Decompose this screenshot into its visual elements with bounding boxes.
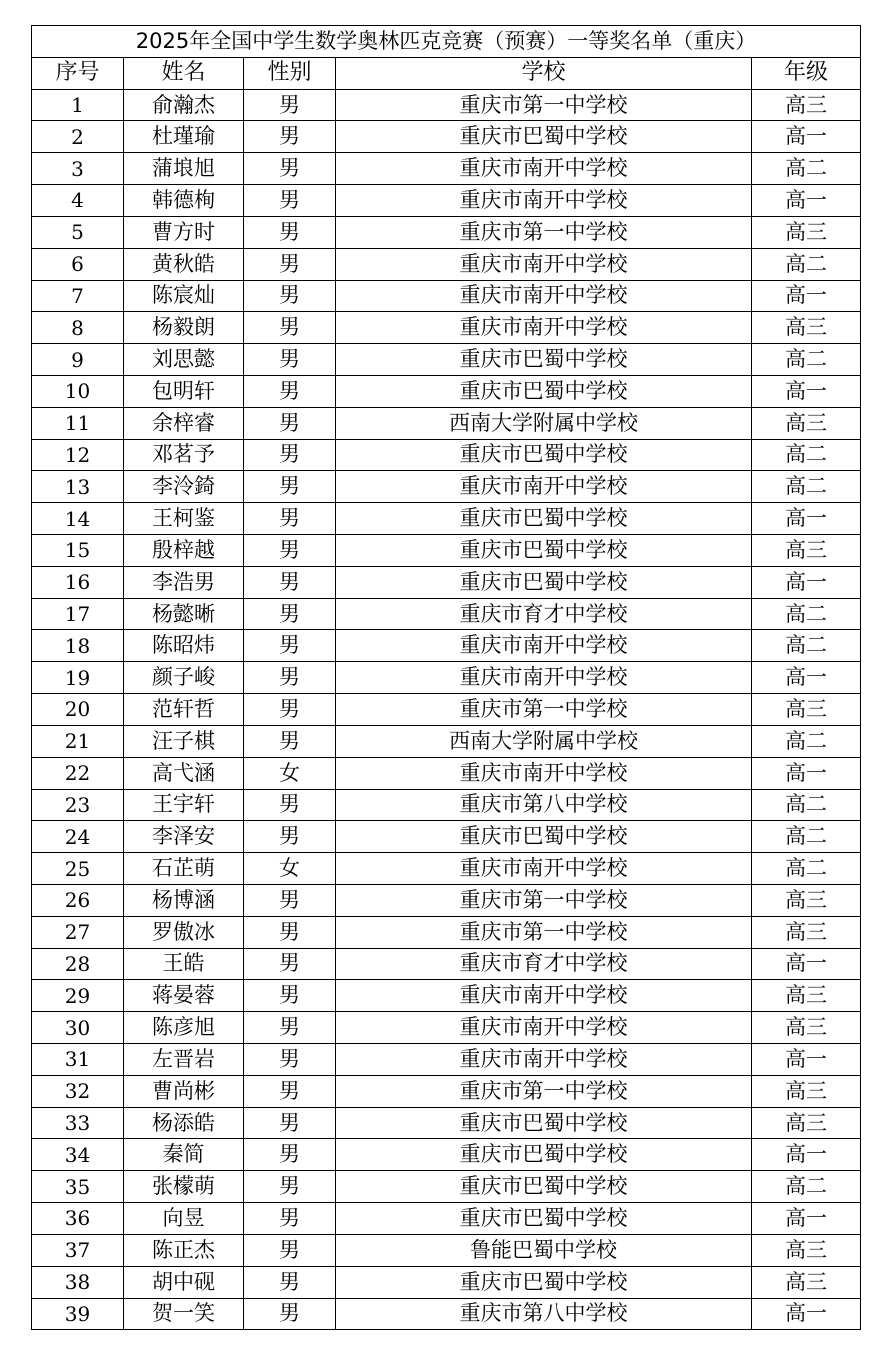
gender-cell: 男 (244, 280, 336, 312)
index-cell: 6 (32, 248, 124, 280)
name-cell: 杨懿晰 (124, 598, 244, 630)
school-cell: 重庆市南开中学校 (336, 853, 752, 885)
table-row (32, 1203, 861, 1235)
grade-cell: 高二 (752, 439, 861, 471)
gender-cell: 男 (244, 1298, 336, 1330)
table-row (32, 407, 861, 439)
gender-cell: 男 (244, 884, 336, 916)
name-cell: 胡中砚 (124, 1266, 244, 1298)
school-cell: 重庆市巴蜀中学校 (336, 535, 752, 567)
table-row (32, 853, 861, 885)
index-cell: 9 (32, 344, 124, 376)
index-cell: 8 (32, 312, 124, 344)
header-index: 序号 (32, 57, 124, 89)
school-cell: 重庆市第一中学校 (336, 694, 752, 726)
table-row (32, 916, 861, 948)
name-cell: 蒲埌旭 (124, 153, 244, 185)
grade-cell: 高二 (752, 630, 861, 662)
gender-cell: 男 (244, 948, 336, 980)
table-row (32, 725, 861, 757)
name-cell: 陈宸灿 (124, 280, 244, 312)
name-cell: 罗傲冰 (124, 916, 244, 948)
index-cell: 5 (32, 216, 124, 248)
index-cell: 3 (32, 153, 124, 185)
name-cell: 王宇轩 (124, 789, 244, 821)
name-cell: 石芷萌 (124, 853, 244, 885)
school-cell: 重庆市第一中学校 (336, 1075, 752, 1107)
gender-cell: 男 (244, 503, 336, 535)
table-row (32, 153, 861, 185)
school-cell: 重庆市巴蜀中学校 (336, 503, 752, 535)
name-cell: 颜子峻 (124, 662, 244, 694)
index-cell: 38 (32, 1266, 124, 1298)
gender-cell: 男 (244, 185, 336, 217)
table-row (32, 789, 861, 821)
index-cell: 22 (32, 757, 124, 789)
table-row (32, 1234, 861, 1266)
gender-cell: 男 (244, 89, 336, 121)
name-cell: 左晋岩 (124, 1044, 244, 1076)
school-cell: 重庆市南开中学校 (336, 662, 752, 694)
table-row (32, 471, 861, 503)
name-cell: 李泠錡 (124, 471, 244, 503)
school-cell: 重庆市巴蜀中学校 (336, 1139, 752, 1171)
school-cell: 重庆市巴蜀中学校 (336, 821, 752, 853)
school-cell: 西南大学附属中学校 (336, 725, 752, 757)
index-cell: 13 (32, 471, 124, 503)
school-cell: 重庆市南开中学校 (336, 1044, 752, 1076)
grade-cell: 高三 (752, 1234, 861, 1266)
school-cell: 重庆市巴蜀中学校 (336, 344, 752, 376)
grade-cell: 高二 (752, 153, 861, 185)
name-cell: 包明轩 (124, 375, 244, 407)
name-cell: 陈正杰 (124, 1234, 244, 1266)
grade-cell: 高二 (752, 789, 861, 821)
gender-cell: 男 (244, 1107, 336, 1139)
name-cell: 张檬萌 (124, 1171, 244, 1203)
index-cell: 39 (32, 1298, 124, 1330)
index-cell: 17 (32, 598, 124, 630)
school-cell: 重庆市南开中学校 (336, 630, 752, 662)
header-gender: 性别 (244, 57, 336, 89)
table-row (32, 121, 861, 153)
name-cell: 王皓 (124, 948, 244, 980)
grade-cell: 高一 (752, 375, 861, 407)
school-cell: 重庆市南开中学校 (336, 153, 752, 185)
table-row (32, 1075, 861, 1107)
index-cell: 12 (32, 439, 124, 471)
school-cell: 重庆市巴蜀中学校 (336, 1107, 752, 1139)
table-row (32, 1139, 861, 1171)
school-cell: 重庆市育才中学校 (336, 948, 752, 980)
gender-cell: 男 (244, 375, 336, 407)
name-cell: 向昱 (124, 1203, 244, 1235)
index-cell: 28 (32, 948, 124, 980)
name-cell: 杨添皓 (124, 1107, 244, 1139)
gender-cell: 男 (244, 662, 336, 694)
grade-cell: 高二 (752, 725, 861, 757)
table-row (32, 980, 861, 1012)
index-cell: 20 (32, 694, 124, 726)
index-cell: 11 (32, 407, 124, 439)
gender-cell: 男 (244, 216, 336, 248)
index-cell: 30 (32, 1012, 124, 1044)
index-cell: 34 (32, 1139, 124, 1171)
table-row (32, 1266, 861, 1298)
table-row (32, 1171, 861, 1203)
name-cell: 汪子棋 (124, 725, 244, 757)
name-cell: 杨毅朗 (124, 312, 244, 344)
gender-cell: 男 (244, 725, 336, 757)
grade-cell: 高二 (752, 248, 861, 280)
school-cell: 重庆市第八中学校 (336, 789, 752, 821)
name-cell: 蒋晏蓉 (124, 980, 244, 1012)
grade-cell: 高一 (752, 1298, 861, 1330)
index-cell: 29 (32, 980, 124, 1012)
gender-cell: 男 (244, 439, 336, 471)
gender-cell: 男 (244, 535, 336, 567)
school-cell: 重庆市巴蜀中学校 (336, 1171, 752, 1203)
name-cell: 王柯鉴 (124, 503, 244, 535)
grade-cell: 高二 (752, 853, 861, 885)
header-row (32, 57, 861, 89)
grade-cell: 高三 (752, 312, 861, 344)
school-cell: 重庆市育才中学校 (336, 598, 752, 630)
grade-cell: 高一 (752, 1203, 861, 1235)
name-cell: 刘思懿 (124, 344, 244, 376)
gender-cell: 男 (244, 598, 336, 630)
header-grade: 年级 (752, 57, 861, 89)
gender-cell: 男 (244, 821, 336, 853)
name-cell: 李浩男 (124, 566, 244, 598)
grade-cell: 高一 (752, 662, 861, 694)
index-cell: 19 (32, 662, 124, 694)
grade-cell: 高三 (752, 1075, 861, 1107)
name-cell: 曹方时 (124, 216, 244, 248)
gender-cell: 男 (244, 471, 336, 503)
gender-cell: 男 (244, 153, 336, 185)
gender-cell: 男 (244, 121, 336, 153)
school-cell: 重庆市南开中学校 (336, 248, 752, 280)
gender-cell: 男 (244, 312, 336, 344)
index-cell: 37 (32, 1234, 124, 1266)
table-row (32, 566, 861, 598)
grade-cell: 高一 (752, 121, 861, 153)
index-cell: 7 (32, 280, 124, 312)
gender-cell: 男 (244, 630, 336, 662)
gender-cell: 男 (244, 1139, 336, 1171)
name-cell: 杜瑾瑜 (124, 121, 244, 153)
grade-cell: 高二 (752, 1171, 861, 1203)
grade-cell: 高一 (752, 185, 861, 217)
name-cell: 黄秋皓 (124, 248, 244, 280)
table-row (32, 503, 861, 535)
name-cell: 范轩哲 (124, 694, 244, 726)
table-row (32, 1012, 861, 1044)
name-cell: 曹尚彬 (124, 1075, 244, 1107)
index-cell: 26 (32, 884, 124, 916)
table-row (32, 884, 861, 916)
school-cell: 重庆市第一中学校 (336, 216, 752, 248)
gender-cell: 男 (244, 694, 336, 726)
school-cell: 重庆市南开中学校 (336, 1012, 752, 1044)
table-row (32, 216, 861, 248)
table-row (32, 948, 861, 980)
name-cell: 韩德栒 (124, 185, 244, 217)
index-cell: 1 (32, 89, 124, 121)
index-cell: 23 (32, 789, 124, 821)
index-cell: 31 (32, 1044, 124, 1076)
name-cell: 殷梓越 (124, 535, 244, 567)
grade-cell: 高三 (752, 884, 861, 916)
table-row (32, 248, 861, 280)
table-row (32, 89, 861, 121)
grade-cell: 高三 (752, 1266, 861, 1298)
gender-cell: 男 (244, 980, 336, 1012)
grade-cell: 高三 (752, 1107, 861, 1139)
school-cell: 重庆市南开中学校 (336, 471, 752, 503)
school-cell: 重庆市南开中学校 (336, 980, 752, 1012)
gender-cell: 男 (244, 344, 336, 376)
school-cell: 重庆市南开中学校 (336, 280, 752, 312)
table-row (32, 1107, 861, 1139)
name-cell: 高弋涵 (124, 757, 244, 789)
header-name: 姓名 (124, 57, 244, 89)
name-cell: 余梓睿 (124, 407, 244, 439)
grade-cell: 高三 (752, 535, 861, 567)
table-body (32, 89, 861, 1330)
gender-cell: 男 (244, 1171, 336, 1203)
school-cell: 重庆市巴蜀中学校 (336, 121, 752, 153)
gender-cell: 男 (244, 1012, 336, 1044)
grade-cell: 高一 (752, 503, 861, 535)
index-cell: 15 (32, 535, 124, 567)
grade-cell: 高二 (752, 821, 861, 853)
table-row (32, 535, 861, 567)
gender-cell: 女 (244, 853, 336, 885)
title-row (32, 26, 861, 58)
name-cell: 李泽安 (124, 821, 244, 853)
grade-cell: 高三 (752, 407, 861, 439)
school-cell: 鲁能巴蜀中学校 (336, 1234, 752, 1266)
name-cell: 贺一笑 (124, 1298, 244, 1330)
gender-cell: 男 (244, 248, 336, 280)
grade-cell: 高一 (752, 1139, 861, 1171)
name-cell: 秦简 (124, 1139, 244, 1171)
gender-cell: 男 (244, 1044, 336, 1076)
table-row (32, 757, 861, 789)
table-row (32, 375, 861, 407)
grade-cell: 高二 (752, 344, 861, 376)
school-cell: 重庆市巴蜀中学校 (336, 439, 752, 471)
index-cell: 32 (32, 1075, 124, 1107)
table-row (32, 185, 861, 217)
gender-cell: 男 (244, 1266, 336, 1298)
school-cell: 重庆市巴蜀中学校 (336, 1203, 752, 1235)
index-cell: 24 (32, 821, 124, 853)
grade-cell: 高一 (752, 280, 861, 312)
table-row (32, 1044, 861, 1076)
index-cell: 33 (32, 1107, 124, 1139)
gender-cell: 女 (244, 757, 336, 789)
grade-cell: 高三 (752, 1012, 861, 1044)
name-cell: 陈昭炜 (124, 630, 244, 662)
table-row (32, 662, 861, 694)
gender-cell: 男 (244, 916, 336, 948)
gender-cell: 男 (244, 1234, 336, 1266)
index-cell: 36 (32, 1203, 124, 1235)
index-cell: 27 (32, 916, 124, 948)
school-cell: 重庆市第一中学校 (336, 89, 752, 121)
school-cell: 重庆市南开中学校 (336, 757, 752, 789)
index-cell: 21 (32, 725, 124, 757)
grade-cell: 高三 (752, 694, 861, 726)
grade-cell: 高二 (752, 598, 861, 630)
school-cell: 西南大学附属中学校 (336, 407, 752, 439)
index-cell: 16 (32, 566, 124, 598)
index-cell: 25 (32, 853, 124, 885)
gender-cell: 男 (244, 1075, 336, 1107)
grade-cell: 高三 (752, 980, 861, 1012)
table-row (32, 312, 861, 344)
school-cell: 重庆市南开中学校 (336, 312, 752, 344)
school-cell: 重庆市巴蜀中学校 (336, 566, 752, 598)
name-cell: 陈彦旭 (124, 1012, 244, 1044)
index-cell: 4 (32, 185, 124, 217)
table-row (32, 821, 861, 853)
table-row (32, 280, 861, 312)
grade-cell: 高一 (752, 566, 861, 598)
gender-cell: 男 (244, 1203, 336, 1235)
table-row (32, 694, 861, 726)
index-cell: 2 (32, 121, 124, 153)
gender-cell: 男 (244, 566, 336, 598)
grade-cell: 高三 (752, 216, 861, 248)
table-title: 2025年全国中学生数学奥林匹克竞赛（预赛）一等奖名单（重庆） (32, 26, 861, 58)
grade-cell: 高一 (752, 757, 861, 789)
grade-cell: 高一 (752, 1044, 861, 1076)
name-cell: 杨博涵 (124, 884, 244, 916)
school-cell: 重庆市南开中学校 (336, 185, 752, 217)
index-cell: 10 (32, 375, 124, 407)
school-cell: 重庆市巴蜀中学校 (336, 1266, 752, 1298)
name-cell: 俞瀚杰 (124, 89, 244, 121)
gender-cell: 男 (244, 407, 336, 439)
name-cell: 邓茗予 (124, 439, 244, 471)
grade-cell: 高二 (752, 471, 861, 503)
header-school: 学校 (336, 57, 752, 89)
gender-cell: 男 (244, 789, 336, 821)
grade-cell: 高三 (752, 916, 861, 948)
grade-cell: 高三 (752, 89, 861, 121)
school-cell: 重庆市第一中学校 (336, 916, 752, 948)
school-cell: 重庆市巴蜀中学校 (336, 375, 752, 407)
grade-cell: 高一 (752, 948, 861, 980)
school-cell: 重庆市第八中学校 (336, 1298, 752, 1330)
table-row (32, 1298, 861, 1330)
index-cell: 35 (32, 1171, 124, 1203)
school-cell: 重庆市第一中学校 (336, 884, 752, 916)
table-row (32, 598, 861, 630)
award-list-table (31, 25, 861, 1330)
index-cell: 18 (32, 630, 124, 662)
table-row (32, 630, 861, 662)
table-row (32, 439, 861, 471)
index-cell: 14 (32, 503, 124, 535)
table-row (32, 344, 861, 376)
